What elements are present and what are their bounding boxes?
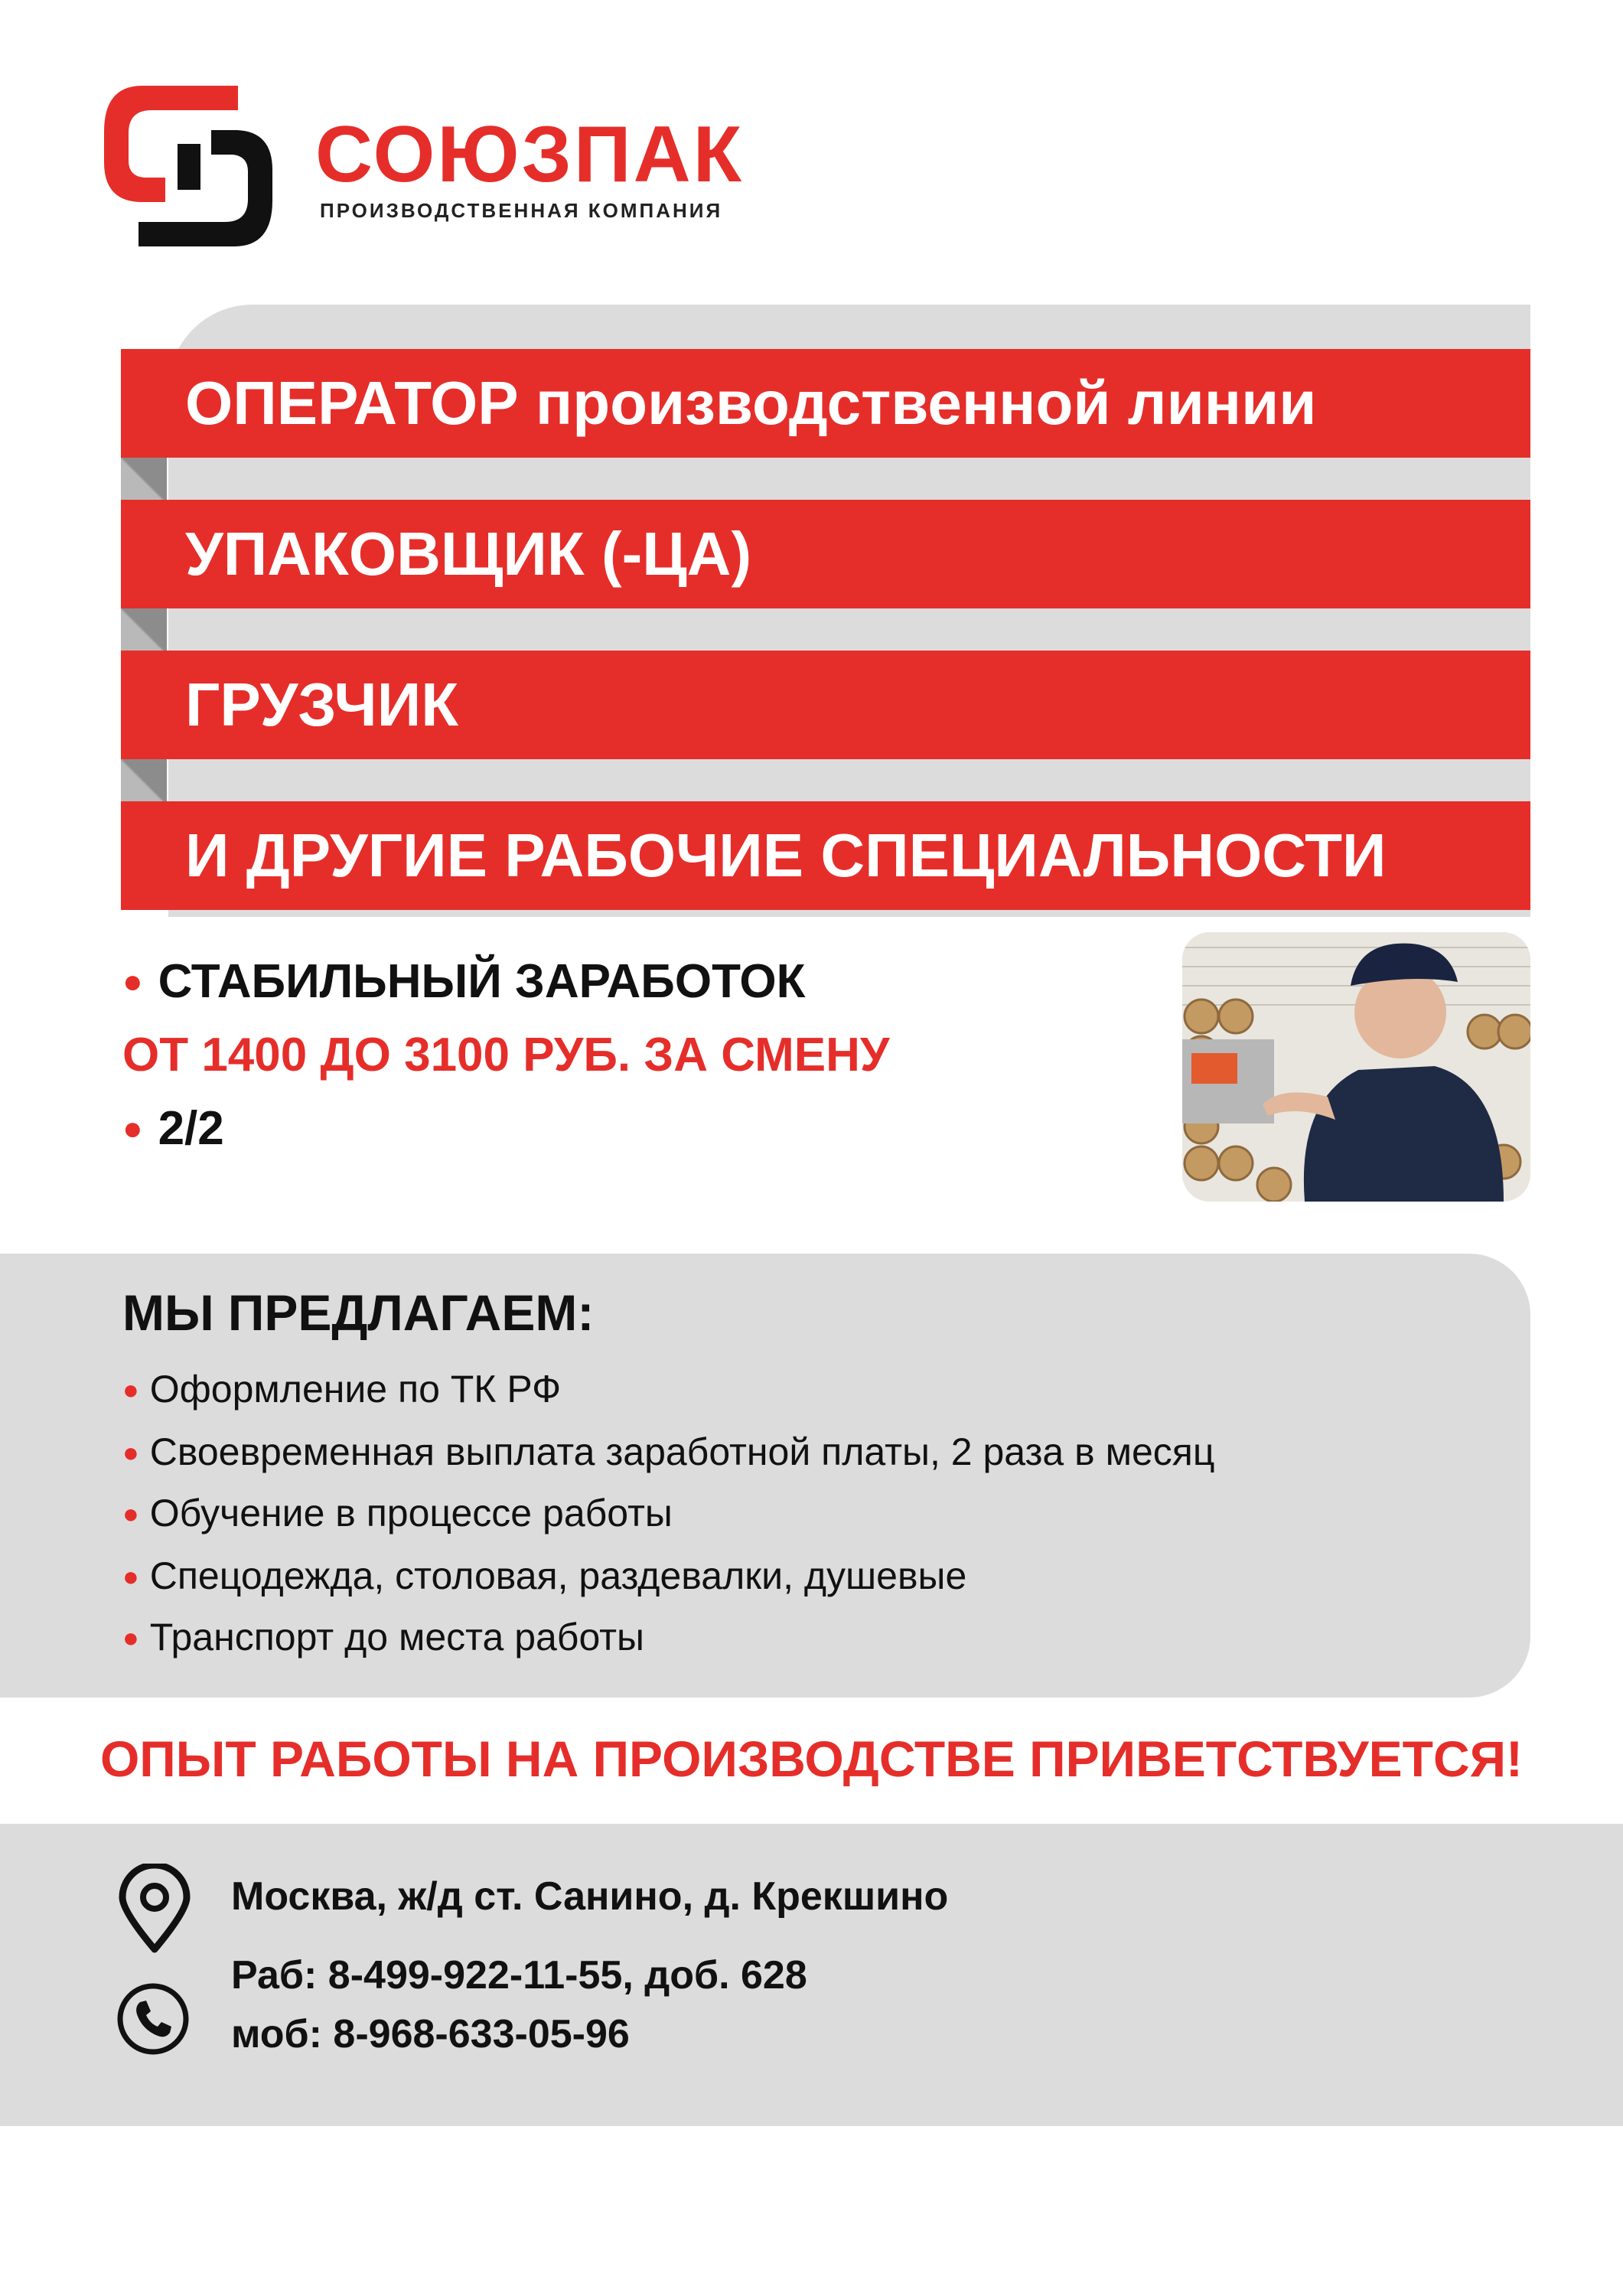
position-title: ГРУЗЧИК	[185, 670, 459, 739]
ribbon-fold	[121, 458, 167, 504]
bullet-icon: ●	[122, 962, 143, 1000]
bullet-icon: ●	[122, 1621, 139, 1653]
bullet-icon: ●	[122, 1373, 139, 1405]
brand-name: СОЮЗПАК	[315, 110, 745, 199]
worker-photo	[1182, 932, 1530, 1202]
offer-item: ● Обучение в процессе работы	[122, 1492, 673, 1534]
offer-item: ● Транспорт до места работы	[122, 1616, 644, 1658]
position-loader	[121, 651, 1530, 759]
contact-address: Москва, ж/д ст. Санино, д. Крекшино	[231, 1874, 949, 1919]
bullet-icon: ●	[122, 1436, 139, 1468]
highlight-salary: ОТ 1400 ДО 3100 РУБ. ЗА СМЕНУ	[122, 1029, 890, 1081]
bullet-icon: ●	[122, 1497, 139, 1529]
contact-work-phone[interactable]: Раб: 8-499-922-11-55, доб. 628	[231, 1953, 807, 1998]
position-title: ОПЕРАТОР	[185, 369, 519, 437]
position-title: И ДРУГИЕ РАБОЧИЕ СПЕЦИАЛЬНОСТИ	[185, 821, 1387, 889]
soyuzpak-logo-icon	[96, 70, 280, 262]
position-packer	[121, 500, 1530, 608]
contact-mobile-phone[interactable]: моб: 8-968-633-05-96	[231, 2012, 630, 2056]
ribbon-fold	[121, 759, 167, 805]
location-pin-icon	[115, 1864, 195, 1955]
bullet-icon: ●	[122, 1109, 143, 1147]
ribbon-fold	[121, 608, 167, 654]
position-title: УПАКОВЩИК (-ЦА)	[185, 520, 752, 588]
offers-title: МЫ ПРЕДЛАГАЕМ:	[122, 1284, 595, 1341]
phone-icon	[115, 1981, 191, 2057]
position-operator	[121, 349, 1530, 458]
bullet-icon: ●	[122, 1560, 139, 1592]
position-detail: производственной линии	[535, 369, 1317, 437]
position-other	[121, 801, 1530, 910]
highlight-stable-income: ● СТАБИЛЬНЫЙ ЗАРАБОТОК	[122, 955, 806, 1008]
offer-item: ● Своевременная выплата заработной платы, 2 раза в месяц	[122, 1430, 1215, 1473]
brand-subtitle: ПРОИЗВОДСТВЕННАЯ КОМПАНИЯ	[320, 199, 723, 222]
offer-item: ● Спецодежда, столовая, раздевалки, душевые	[122, 1554, 967, 1597]
experience-note: ОПЫТ РАБОТЫ НА ПРОИЗВОДСТВЕ ПРИВЕТСТВУЕТСЯ!	[99, 1730, 1524, 1787]
offer-item: ● Оформление по ТК РФ	[122, 1368, 562, 1411]
highlight-schedule: ● 2/2	[122, 1102, 224, 1155]
